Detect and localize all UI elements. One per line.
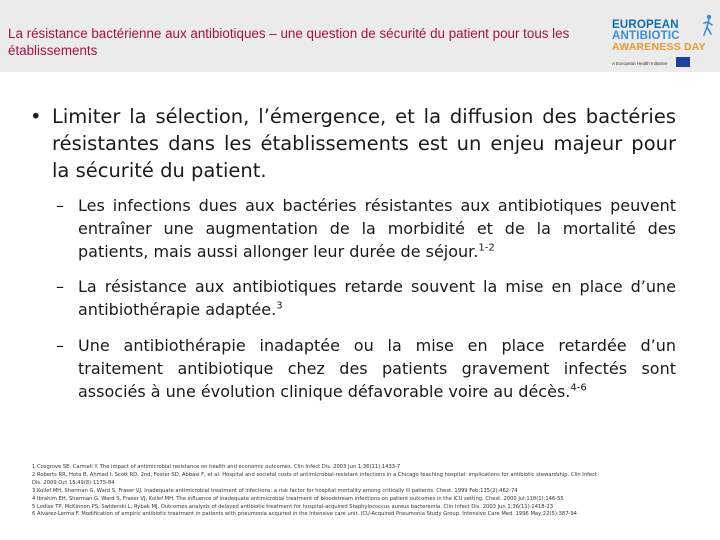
dash-icon: – — [56, 336, 64, 355]
logo-line-3: AWARENESS DAY — [612, 41, 706, 53]
dash-icon: – — [56, 196, 64, 215]
sub-bullet-text: Une antibiothérapie inadaptée ou la mise en place retardée d’un traitement antibiotique chez des patients gravement infectés sont associés à une évolution clinique défavorable voire au décès. — [78, 336, 676, 401]
sub-bullet — [30, 194, 676, 263]
slide-header — [0, 0, 720, 72]
logo-line-2: ANTIBIOTIC — [612, 30, 680, 42]
eaad-logo — [610, 14, 714, 70]
sub-bullet — [30, 334, 676, 403]
bullet-dot-icon: • — [30, 105, 42, 128]
eu-flag-icon — [676, 57, 690, 67]
slide-body — [30, 103, 676, 403]
sub-bullet — [30, 275, 676, 321]
reference-superscript: 1-2 — [478, 242, 495, 254]
reference-item: Dis. 2009 Oct 15;49(8):1175-84 — [32, 479, 115, 486]
sub-bullet-text: Les infections dues aux bactéries résistantes aux antibiotiques peuvent entraîner une augmentation de la morbidité et de la mortalité des patients, mais aussi allonger leur durée de séjour. — [78, 196, 676, 261]
main-bullet — [30, 103, 676, 184]
dash-icon: – — [56, 277, 64, 296]
reference-item: 6 Alvarez-Lerma F. Modification of empiric antibiotic treatment in patients with pneumonia acquired in the intensive care unit. ICU-Acquired Pneumonia Study Group. Intensive Care Med. 1996 May;22(5):387-94 — [32, 511, 577, 518]
reference-superscript: 4-6 — [570, 382, 587, 394]
reference-item: 3 Kollef MH, Sherman G, Ward S, Fraser VJ. Inadequate antimicrobial treatment of infections: a risk factor for hospital mortality among critically ill patients. Chest. 1999 Feb;115(2):462-74 — [32, 487, 518, 494]
logo-tagline: A European Health Initiative — [612, 61, 668, 66]
sub-bullet-text: La résistance aux antibiotiques retarde souvent la mise en place d’une antibiothérapie adaptée. — [78, 277, 676, 319]
person-icon — [702, 14, 714, 36]
reference-superscript: 3 — [276, 300, 283, 312]
reference-item: 1 Cosgrove SE, Carmeli Y. The impact of antimicrobial resistance on health and economic outcomes. Clin Infect Dis. 2003 Jun 1;36(11):1433-7 — [32, 464, 401, 470]
main-bullet-text: Limiter la sélection, l’émergence, et la diffusion des bactéries résistantes dans les établissements est un enjeu majeur pour la sécurité du patient. — [52, 105, 676, 182]
slide-title: La résistance bactérienne aux antibiotiques – une question de sécurité du patient pour tous les établissements — [8, 26, 570, 58]
reference-item: 2 Roberts RR, Hota B, Ahmad I, Scott RD, 2nd, Foster SD, Abbasi F, et al. Hospital and societal costs of antimicrobial-resistant infections in a Chicago teaching hospital: implications for antibiotic stewardship. Clin Infect — [32, 471, 598, 478]
references — [32, 464, 682, 519]
logo-line-1: EUROPEAN — [612, 19, 679, 31]
reference-item: 5 Lodise TP, McKinnon PS, Swiderski L, Rybak MJ. Outcomes analysis of delayed antibiotic treatment for hospital-acquired Staphylococcus aureus bacteremia. Clin Infect Dis. 2003 Jun 1;36(11):1418-23 — [32, 503, 554, 510]
reference-item: 4 Ibrahim EH, Sherman G, Ward S, Fraser VJ, Kollef MH. The influence of inadequate antimicrobial treatment of bloodstream infections on patient outcomes in the ICU setting. Chest. 2000 Jul;118(1):146-55 — [32, 495, 564, 502]
